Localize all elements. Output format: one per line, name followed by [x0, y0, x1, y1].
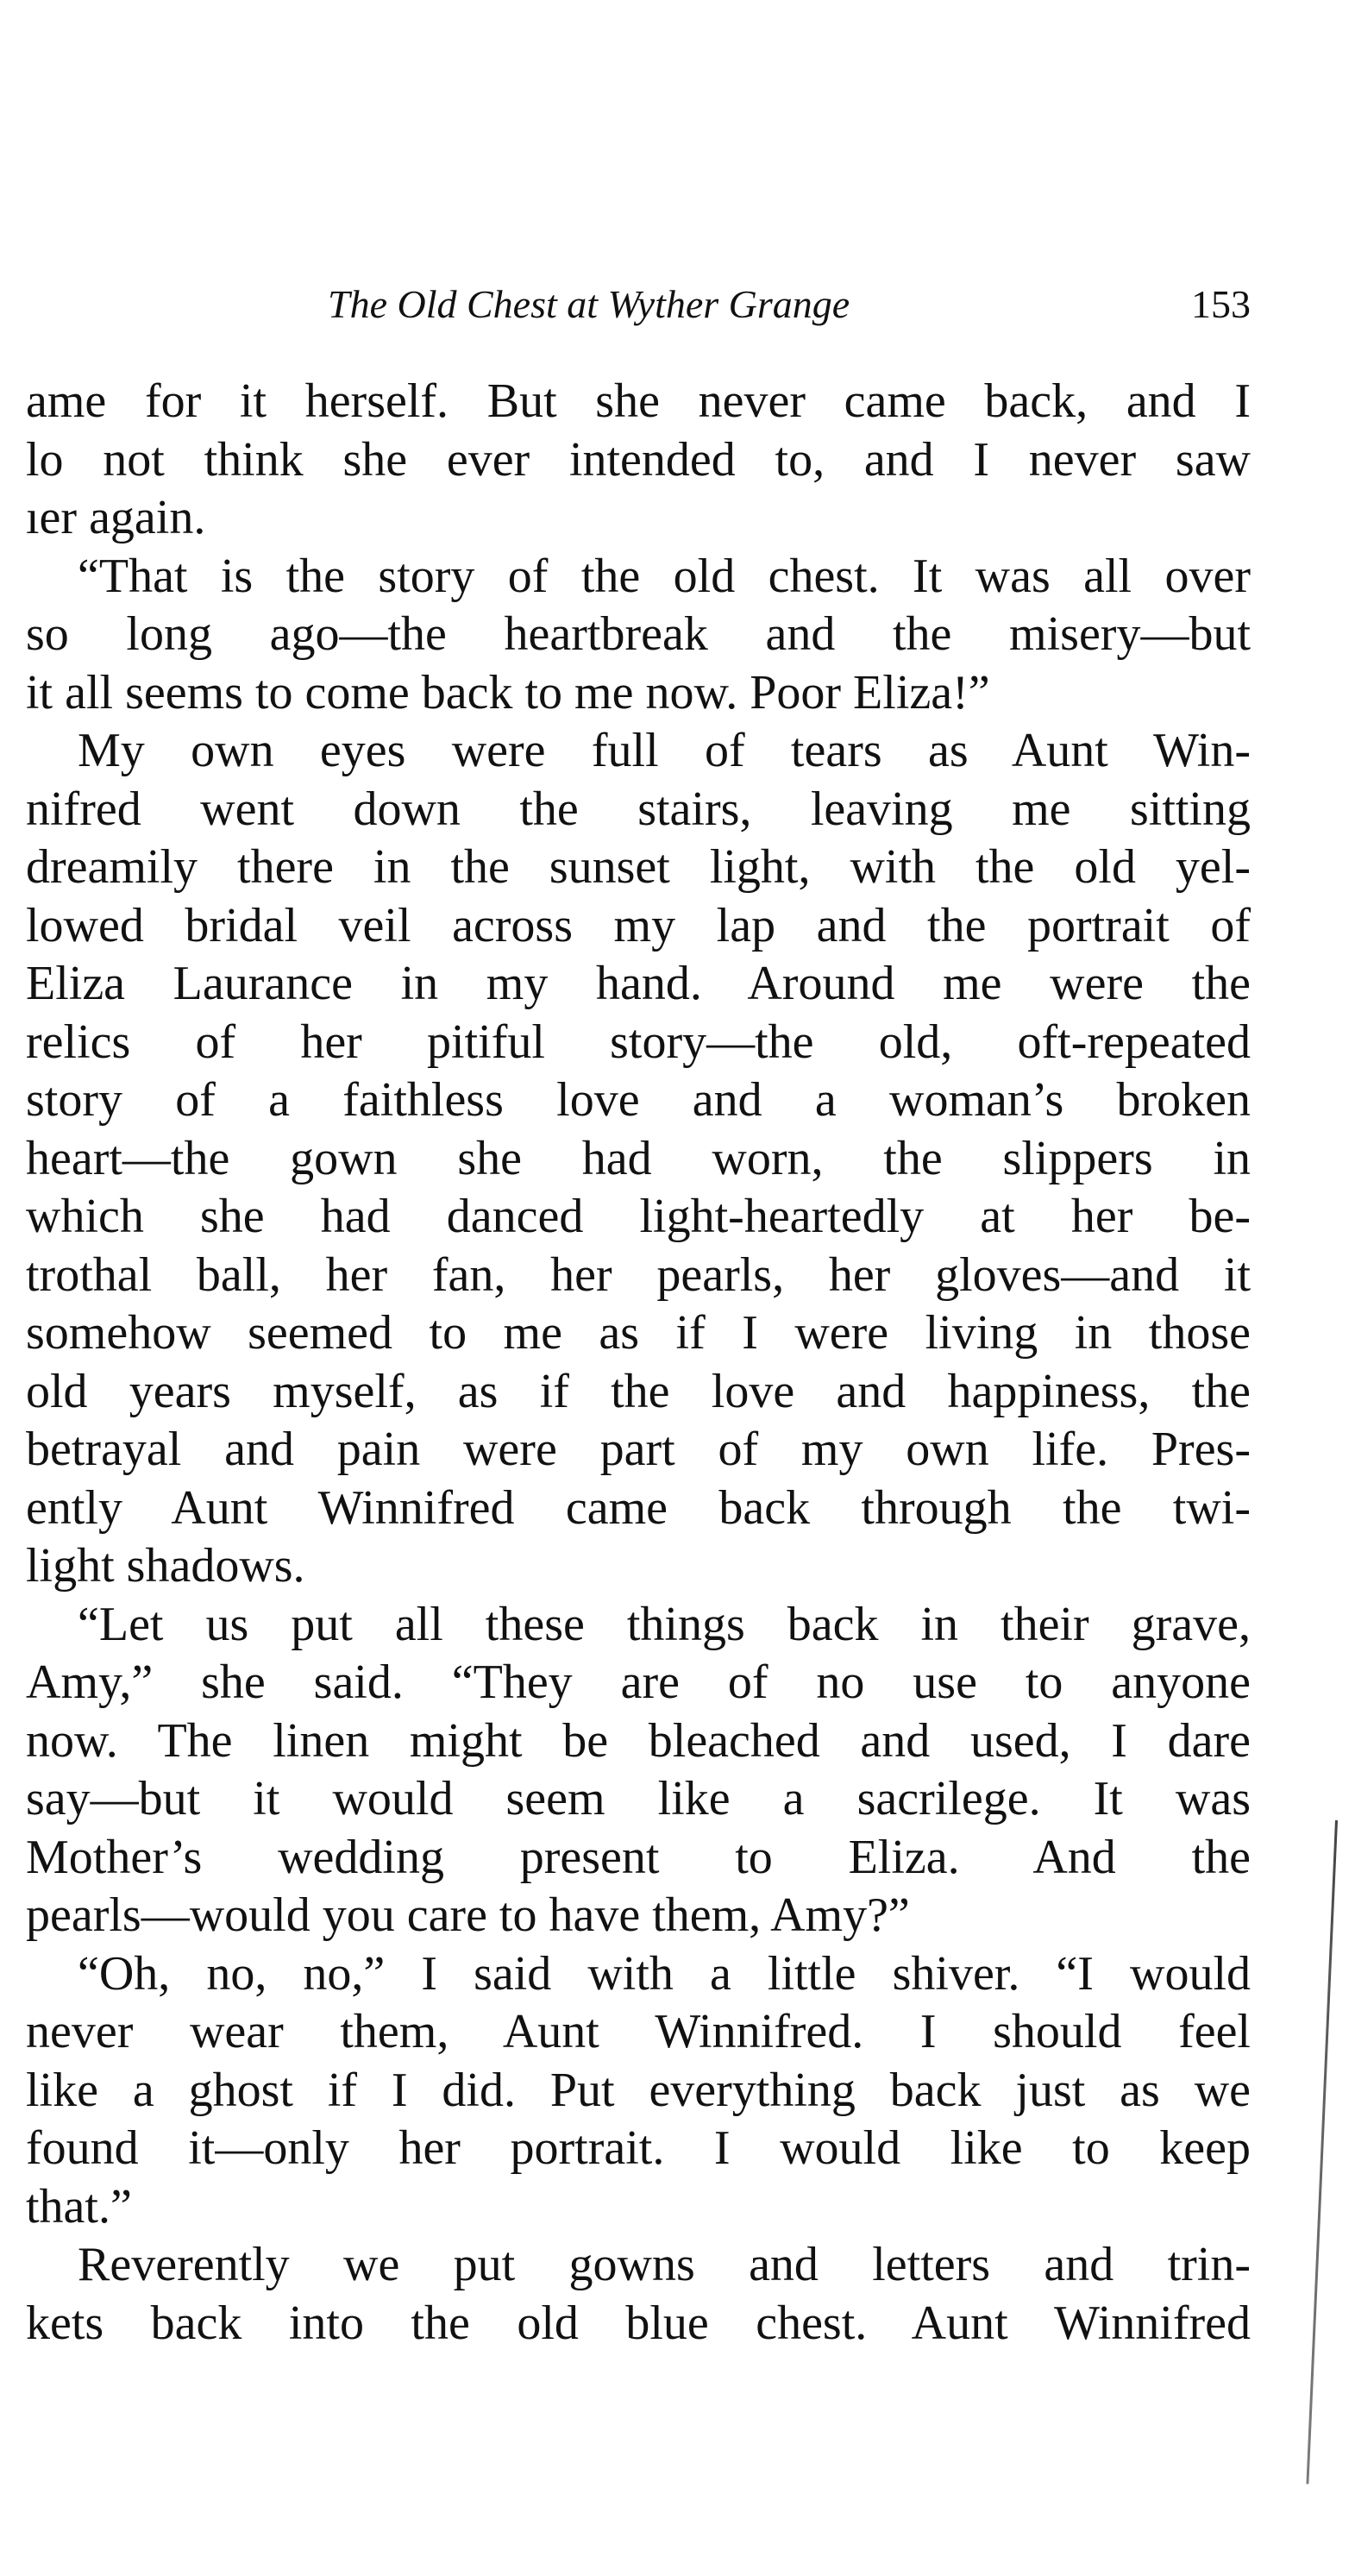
- text-line: kets back into the old blue chest. Aunt Winnifred: [26, 2296, 1251, 2350]
- text-line: Eliza Laurance in my hand. Around me were the: [26, 957, 1251, 1010]
- text-line: ently Aunt Winnifred came back through the twi-: [26, 1480, 1251, 1535]
- running-head: [26, 274, 1251, 335]
- text-line: pearls—would you care to have them, Amy?”: [26, 1888, 910, 1942]
- text-line: dreamily there in the sunset light, with the old yel-: [26, 840, 1251, 894]
- text-line: ame for it herself. But she never came back, and I: [26, 374, 1251, 428]
- text-line: nifred went down the stairs, leaving me sitting: [26, 782, 1251, 836]
- text-line: light shadows.: [26, 1539, 305, 1593]
- text-line: “Let us put all these things back in their grave,: [78, 1597, 1251, 1651]
- text-line: that.”: [26, 2179, 132, 2234]
- text-line: betrayal and pain were part of my own life. Pres-: [26, 1423, 1251, 1476]
- text-line: trothal ball, her fan, her pearls, her gloves—and it: [26, 1247, 1251, 1302]
- running-title: The Old Chest at Wyther Grange: [328, 282, 850, 326]
- text-line: heart—the gown she had worn, the slippers in: [26, 1131, 1251, 1185]
- body-text: [26, 373, 1251, 2353]
- text-line: “That is the story of the old chest. It was all over: [78, 549, 1251, 603]
- text-line: never wear them, Aunt Winnifred. I should feel: [26, 2005, 1251, 2058]
- text-line: lo not think she ever intended to, and I never saw: [26, 432, 1251, 487]
- text-line: old years myself, as if the love and happiness, the: [26, 1364, 1251, 1418]
- text-line: “Oh, no, no,” I said with a little shiver. “I would: [78, 1946, 1251, 2001]
- text-line: which she had danced light-heartedly at her be-: [26, 1190, 1251, 1243]
- text-line: say—but it would seem like a sacrilege. It was: [26, 1772, 1251, 1825]
- text-line: now. The linen might be bleached and used, I dare: [26, 1713, 1251, 1768]
- page-number: 153: [1191, 282, 1251, 326]
- text-line: ıer again.: [26, 491, 206, 544]
- text-line: somehow seemed to me as if I were living in those: [26, 1306, 1251, 1360]
- text-line: Amy,” she said. “They are of no use to anyone: [26, 1656, 1251, 1709]
- text-line: story of a faithless love and a woman’s broken: [26, 1073, 1251, 1127]
- text-line: Mother’s wedding present to Eliza. And the: [26, 1830, 1251, 1884]
- text-line: lowed bridal veil across my lap and the portrait of: [26, 898, 1251, 952]
- text-line: found it—only her portrait. I would like to keep: [26, 2121, 1251, 2175]
- text-line: My own eyes were full of tears as Aunt Win-: [78, 724, 1251, 777]
- scan-margin-line: [1306, 1820, 1338, 2484]
- text-line: Reverently we put gowns and letters and trin-: [78, 2238, 1251, 2291]
- text-line: so long ago—the heartbreak and the misery—but: [26, 607, 1251, 661]
- text-line: like a ghost if I did. Put everything back just as we: [26, 2063, 1251, 2117]
- text-line: relics of her pitiful story—the old, oft-repeated: [26, 1015, 1251, 1069]
- text-line: it all seems to come back to me now. Poor Eliza!”: [26, 665, 990, 719]
